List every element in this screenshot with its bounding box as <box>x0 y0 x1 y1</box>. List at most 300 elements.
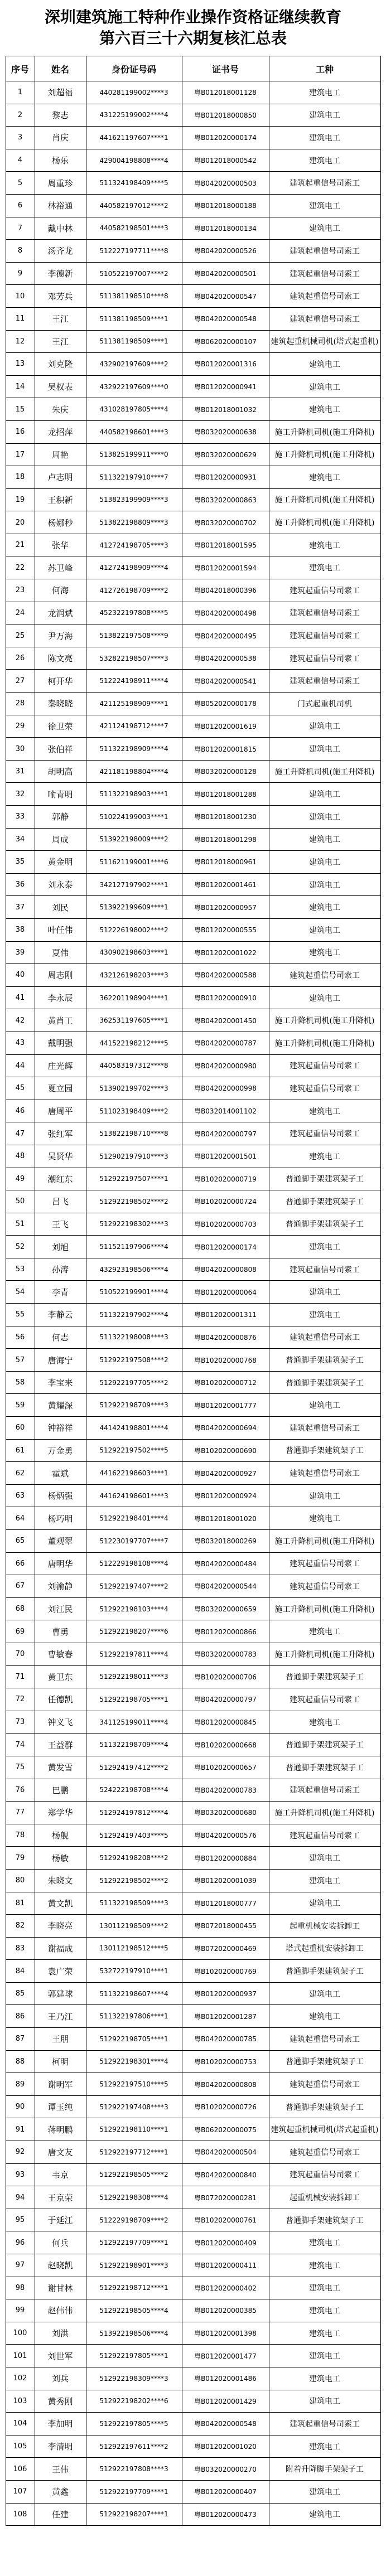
person-name: 李宝来 <box>35 1371 86 1394</box>
table-row <box>6 1824 380 1847</box>
id-number: 513822198809****3 <box>86 511 182 534</box>
certificate-number: 粤B012018001032 <box>182 398 269 421</box>
id-number: 532822198507****3 <box>86 647 182 670</box>
id-number: 511322198909****4 <box>86 738 182 761</box>
row-index: 99 <box>6 2299 35 2322</box>
job-type: 建筑电工 <box>269 783 380 806</box>
row-index: 38 <box>6 918 35 941</box>
person-name: 王伟 <box>35 2458 86 2481</box>
id-number: 511322198709****4 <box>86 1734 182 1756</box>
id-number: 512922197709****1 <box>86 2231 182 2254</box>
job-type: 建筑电工 <box>269 851 380 874</box>
job-type: 建筑电工 <box>269 2231 380 2254</box>
certificate-number: 粤B042020001450 <box>182 1009 269 1032</box>
person-name: 钟裕祥 <box>35 1417 86 1440</box>
job-type: 建筑电工 <box>269 806 380 829</box>
person-name: 夏立园 <box>35 1077 86 1100</box>
row-index: 93 <box>6 2163 35 2186</box>
row-index: 21 <box>6 534 35 556</box>
certificate-number: 粤B102020000753 <box>182 2050 269 2073</box>
row-index: 15 <box>6 398 35 421</box>
job-type: 建筑起重信号司索工 <box>269 1122 380 1145</box>
person-name: 吕飞 <box>35 1190 86 1213</box>
person-name: 何志 <box>35 1326 86 1349</box>
row-index: 75 <box>6 1756 35 1779</box>
person-name: 黄耀深 <box>35 1394 86 1417</box>
id-number: 512922198301****4 <box>86 2050 182 2073</box>
id-number: 512922198011****3 <box>86 1665 182 1688</box>
table-row <box>6 1597 380 1620</box>
id-number: 421124198712****7 <box>86 715 182 738</box>
person-name: 赵伟伟 <box>35 2299 86 2322</box>
table-row <box>6 941 380 964</box>
table-row <box>6 1507 380 1530</box>
certificate-number: 粤B042020000783 <box>182 1779 269 1802</box>
certificate-number: 粤B042020000797 <box>182 1688 269 1711</box>
table-row <box>6 2141 380 2164</box>
row-index: 65 <box>6 1530 35 1553</box>
id-number: 512924197412****2 <box>86 1756 182 1779</box>
row-index: 73 <box>6 1711 35 1734</box>
row-index: 87 <box>6 2028 35 2051</box>
certificate-number: 粤B032014001102 <box>182 1100 269 1122</box>
person-name: 龙招萍 <box>35 420 86 443</box>
person-name: 肖庆 <box>35 127 86 149</box>
id-number: 510224199003****1 <box>86 806 182 829</box>
table-row <box>6 2413 380 2435</box>
id-number: 431225199002****4 <box>86 104 182 127</box>
certificate-number: 粤B032018000269 <box>182 1530 269 1553</box>
row-index: 50 <box>6 1190 35 1213</box>
certificate-number: 粤B102020000712 <box>182 1371 269 1394</box>
id-number: 511322198903****1 <box>86 783 182 806</box>
certificate-number: 粤B012020001619 <box>182 715 269 738</box>
row-index: 40 <box>6 964 35 987</box>
id-number: 511324198409****5 <box>86 172 182 195</box>
job-type: 建筑起重信号司索工 <box>269 1326 380 1349</box>
job-type: 施工升降机司机(施工升降机) <box>269 1009 380 1032</box>
table-row <box>6 1236 380 1258</box>
row-index: 57 <box>6 1349 35 1372</box>
row-index: 18 <box>6 466 35 489</box>
table-row <box>6 2367 380 2390</box>
table-row <box>6 2277 380 2299</box>
person-name: 朱晓文 <box>35 1869 86 1892</box>
job-type: 建筑电工 <box>269 1145 380 1168</box>
job-type: 建筑电工 <box>269 1304 380 1326</box>
certificate-number: 粤B012020001501 <box>182 1145 269 1168</box>
id-number: 512922198401****4 <box>86 1507 182 1530</box>
person-name: 何海 <box>35 579 86 602</box>
id-number: 513922198009****2 <box>86 828 182 851</box>
person-name: 戴明强 <box>35 1032 86 1054</box>
job-type: 施工升降机司机(施工升降机) <box>269 1032 380 1054</box>
person-name: 杨娜秒 <box>35 511 86 534</box>
person-name: 黄肖工 <box>35 1009 86 1032</box>
row-index: 83 <box>6 1937 35 1960</box>
job-type: 建筑电工 <box>269 2345 380 2367</box>
table-row <box>6 602 380 624</box>
row-index: 24 <box>6 602 35 624</box>
row-index: 92 <box>6 2141 35 2164</box>
row-index: 97 <box>6 2254 35 2277</box>
table-row <box>6 2163 380 2186</box>
id-number: 513922199609****1 <box>86 896 182 919</box>
id-number: 510522199901****4 <box>86 1281 182 1304</box>
table-row <box>6 783 380 806</box>
table-row <box>6 1620 380 1643</box>
table-row <box>6 217 380 240</box>
person-name: 何兵 <box>35 2231 86 2254</box>
table-row <box>6 2028 380 2051</box>
certificate-number: 粤B012020001461 <box>182 873 269 896</box>
person-name: 叶任伟 <box>35 918 86 941</box>
row-index: 34 <box>6 828 35 851</box>
certificate-number: 粤B042020000498 <box>182 602 269 624</box>
table-row <box>6 1417 380 1440</box>
id-number: 511322198607****4 <box>86 1982 182 2005</box>
person-name: 李加明 <box>35 2413 86 2435</box>
job-type: 建筑起重信号司索工 <box>269 647 380 670</box>
person-name: 周重珍 <box>35 172 86 195</box>
id-number: 441622198603****1 <box>86 1462 182 1485</box>
certificate-number: 粤B042020000876 <box>182 1326 269 1349</box>
job-type: 建筑起重信号司索工 <box>269 1688 380 1711</box>
id-number: 432126198203****3 <box>86 964 182 987</box>
job-type: 施工升降机司机(施工升降机) <box>269 443 380 466</box>
row-index: 78 <box>6 1824 35 1847</box>
job-type: 施工升降机司机(施工升降机) <box>269 1597 380 1620</box>
row-index: 100 <box>6 2322 35 2345</box>
table-row <box>6 1100 380 1122</box>
row-index: 71 <box>6 1665 35 1688</box>
row-index: 76 <box>6 1779 35 1802</box>
job-type: 建筑电工 <box>269 1982 380 2005</box>
person-name: 卢志明 <box>35 466 86 489</box>
certificate-number: 粤B012020000937 <box>182 1982 269 2005</box>
job-type: 建筑起重信号司索工 <box>269 1779 380 1802</box>
id-number: 441424198801****4 <box>86 1417 182 1440</box>
job-type: 建筑电工 <box>269 81 380 104</box>
id-number: 421125198909****1 <box>86 693 182 715</box>
id-number: 512922198202****6 <box>86 2390 182 2413</box>
row-index: 29 <box>6 715 35 738</box>
row-index: 91 <box>6 2118 35 2141</box>
person-name: 庄光辉 <box>35 1054 86 1077</box>
person-name: 黄秀刚 <box>35 2390 86 2413</box>
certificate-number: 粤B012020001486 <box>182 2367 269 2390</box>
person-name: 杨巧明 <box>35 1507 86 1530</box>
table-row <box>6 1734 380 1756</box>
job-type: 施工升降机司机(施工升降机) <box>269 760 380 783</box>
id-number: 452322197808****5 <box>86 602 182 624</box>
row-index: 5 <box>6 172 35 195</box>
row-index: 90 <box>6 2095 35 2118</box>
person-name: 刘世军 <box>35 2345 86 2367</box>
person-name: 苏卫峰 <box>35 556 86 579</box>
certificate-number: 粤B032020000783 <box>182 1643 269 1665</box>
id-number: 362531197605****1 <box>86 1009 182 1032</box>
person-name: 王江 <box>35 330 86 353</box>
job-type: 普通脚手架建筑架子工 <box>269 1960 380 1983</box>
certificate-number: 粤B042020000840 <box>182 2163 269 2186</box>
table-row <box>6 1665 380 1688</box>
row-index: 9 <box>6 262 35 285</box>
job-type: 建筑电工 <box>269 466 380 489</box>
id-number: 512922198110****1 <box>86 2118 182 2141</box>
person-name: 朱庆 <box>35 398 86 421</box>
id-number: 412724198705****3 <box>86 534 182 556</box>
job-type: 普通脚手架建筑架子工 <box>269 2050 380 2073</box>
certificate-number: 粤B012020000411 <box>182 2254 269 2277</box>
person-name: 李永辰 <box>35 986 86 1009</box>
id-number: 432922197609****0 <box>86 375 182 398</box>
table-row <box>6 1168 380 1190</box>
certificate-number: 粤B042020000927 <box>182 1462 269 1485</box>
id-number: 440582198501****3 <box>86 217 182 240</box>
job-type: 建筑起重信号司索工 <box>269 602 380 624</box>
row-index: 23 <box>6 579 35 602</box>
certificate-number: 粤B012020001815 <box>182 738 269 761</box>
row-index: 53 <box>6 1258 35 1281</box>
row-index: 69 <box>6 1620 35 1643</box>
job-type: 建筑电工 <box>269 986 380 1009</box>
table-row <box>6 1756 380 1779</box>
person-name: 黄文凯 <box>35 1892 86 1915</box>
id-number: 512924198208****2 <box>86 1847 182 1870</box>
row-index: 84 <box>6 1960 35 1983</box>
row-index: 11 <box>6 307 35 330</box>
job-type: 普通脚手架建筑架子工 <box>269 1190 380 1213</box>
table-row <box>6 466 380 489</box>
row-index: 68 <box>6 1597 35 1620</box>
row-index: 81 <box>6 1892 35 1915</box>
table-row <box>6 1688 380 1711</box>
person-name: 董观翠 <box>35 1530 86 1553</box>
certificate-number: 粤B012020001594 <box>182 556 269 579</box>
job-type: 施工升降机司机(施工升降机) <box>269 488 380 511</box>
table-row <box>6 1122 380 1145</box>
row-index: 51 <box>6 1213 35 1236</box>
id-number: 510522197007****2 <box>86 262 182 285</box>
table-row <box>6 1304 380 1326</box>
person-name: 赵晓凯 <box>35 2254 86 2277</box>
table-row <box>6 1258 380 1281</box>
job-type: 起重机械安装拆卸工 <box>269 1915 380 1938</box>
certificate-number: 粤B012020000064 <box>182 1281 269 1304</box>
id-number: 511023198409****2 <box>86 1100 182 1122</box>
person-name: 任德凯 <box>35 1688 86 1711</box>
certificate-number: 粤B012020001316 <box>182 353 269 376</box>
job-type: 施工升降机司机(施工升降机) <box>269 511 380 534</box>
table-row <box>6 194 380 217</box>
id-number: 512922198207****1 <box>86 2503 182 2526</box>
row-index: 25 <box>6 624 35 647</box>
job-type: 施工升降机司机(施工升降机) <box>269 1802 380 1824</box>
table-row <box>6 2435 380 2458</box>
certificate-number: 粤B012018001298 <box>182 828 269 851</box>
certificate-number: 粤B032020000128 <box>182 760 269 783</box>
table-row <box>6 693 380 715</box>
certificate-number: 粤B102020000761 <box>182 2209 269 2231</box>
row-index: 30 <box>6 738 35 761</box>
row-index: 8 <box>6 240 35 263</box>
header-id-number: 身份证号码 <box>86 56 182 81</box>
person-name: 孙涛 <box>35 1258 86 1281</box>
certificate-number: 粤B012020001398 <box>182 2322 269 2345</box>
certificate-number: 粤B042020000548 <box>182 307 269 330</box>
person-name: 刘渝静 <box>35 1575 86 1598</box>
certificate-number: 粤B012018000134 <box>182 217 269 240</box>
person-name: 黄鑫 <box>35 2480 86 2503</box>
table-row <box>6 488 380 511</box>
certificate-number: 粤B042018000396 <box>182 579 269 602</box>
certificate-number: 粤B102020000668 <box>182 1734 269 1756</box>
table-row <box>6 2390 380 2413</box>
table-row <box>6 2186 380 2209</box>
certificate-number: 粤B012018001595 <box>182 534 269 556</box>
id-number: 513823199909****3 <box>86 488 182 511</box>
table-row <box>6 81 380 104</box>
certificate-number: 粤B102020000706 <box>182 1665 269 1688</box>
id-number: 512922198505****4 <box>86 2299 182 2322</box>
table-row <box>6 1054 380 1077</box>
table-row <box>6 307 380 330</box>
certificate-number: 粤B012020001429 <box>182 2390 269 2413</box>
document-title: 深圳建筑施工特种作业操作资格证继续教育 <box>44 8 341 26</box>
certificate-number: 粤B012020000407 <box>182 2480 269 2503</box>
job-type: 普通脚手架建筑架子工 <box>269 1734 380 1756</box>
id-number: 512922197508****2 <box>86 1349 182 1372</box>
person-name: 王乃江 <box>35 2005 86 2028</box>
person-name: 李静云 <box>35 1304 86 1326</box>
job-type: 建筑电工 <box>269 828 380 851</box>
document-subtitle: 第六百三十六期复核汇总表 <box>99 29 287 47</box>
id-number: 513822198710****8 <box>86 1122 182 1145</box>
person-name: 夏伟 <box>35 941 86 964</box>
id-number: 512922197408****3 <box>86 2095 182 2118</box>
row-index: 60 <box>6 1417 35 1440</box>
table-row <box>6 2118 380 2141</box>
person-name: 李晓亮 <box>35 1915 86 1938</box>
person-name: 李德新 <box>35 262 86 285</box>
row-index: 82 <box>6 1915 35 1938</box>
person-name: 潮红东 <box>35 1168 86 1190</box>
job-type: 塔式起重机安装拆卸工 <box>269 1937 380 1960</box>
id-number: 511381198510****8 <box>86 285 182 308</box>
person-name: 刘旭 <box>35 1236 86 1258</box>
row-index: 52 <box>6 1236 35 1258</box>
table-row <box>6 1892 380 1915</box>
id-number: 432902197609****2 <box>86 353 182 376</box>
id-number: 512922197705****2 <box>86 1371 182 1394</box>
table-row <box>6 715 380 738</box>
table-row <box>6 420 380 443</box>
table-row <box>6 330 380 353</box>
row-index: 22 <box>6 556 35 579</box>
person-name: 黄发雪 <box>35 1756 86 1779</box>
certificate-number: 粤B072020000469 <box>182 1937 269 1960</box>
row-index: 27 <box>6 670 35 693</box>
row-index: 64 <box>6 1507 35 1530</box>
job-type: 建筑电工 <box>269 873 380 896</box>
certificate-number: 粤B012018001288 <box>182 783 269 806</box>
id-number: 512922198709****3 <box>86 1394 182 1417</box>
certificate-number: 粤B042020000544 <box>182 1575 269 1598</box>
id-number: 512229198709****2 <box>86 2209 182 2231</box>
id-number: 431028197805****4 <box>86 398 182 421</box>
row-index: 10 <box>6 285 35 308</box>
row-index: 105 <box>6 2435 35 2458</box>
certificate-number: 粤B102020000719 <box>182 1168 269 1190</box>
table-row <box>6 2322 380 2345</box>
row-index: 80 <box>6 1869 35 1892</box>
job-type: 建筑起重信号司索工 <box>269 1258 380 1281</box>
person-name: 韦京 <box>35 2163 86 2186</box>
table-row <box>6 1779 380 1802</box>
person-name: 蒋明鹏 <box>35 2118 86 2141</box>
table-row <box>6 240 380 263</box>
certificate-number: 粤B012020000957 <box>182 896 269 919</box>
table-row <box>6 1643 380 1665</box>
certificate-number: 粤B012018000961 <box>182 851 269 874</box>
person-name: 汤齐龙 <box>35 240 86 263</box>
id-number: 512924197403****5 <box>86 1824 182 1847</box>
job-type: 普通脚手架建筑架子工 <box>269 1756 380 1779</box>
person-name: 曹敏春 <box>35 1643 86 1665</box>
certificate-number: 粤B012020000866 <box>182 1620 269 1643</box>
certificate-number: 粤B042020000548 <box>182 2413 269 2435</box>
id-number: 512922198705****1 <box>86 1688 182 1711</box>
table-row <box>6 2480 380 2503</box>
id-number: 512902197910****3 <box>86 1145 182 1168</box>
row-index: 72 <box>6 1688 35 1711</box>
id-number: 512922197507****1 <box>86 1168 182 1190</box>
row-index: 13 <box>6 353 35 376</box>
row-index: 89 <box>6 2073 35 2096</box>
id-number: 511322198008****3 <box>86 1326 182 1349</box>
table-row <box>6 2050 380 2073</box>
id-number: 412726198709****2 <box>86 579 182 602</box>
row-index: 107 <box>6 2480 35 2503</box>
job-type: 普通脚手架建筑架子工 <box>269 1213 380 1236</box>
table-row <box>6 851 380 874</box>
person-name: 秦晓晓 <box>35 693 86 715</box>
person-name: 尹万海 <box>35 624 86 647</box>
header-job-type: 工种 <box>269 56 380 81</box>
certificate-number: 粤B042020000501 <box>182 262 269 285</box>
certificate-number: 粤B012018000777 <box>182 1892 269 1915</box>
row-index: 20 <box>6 511 35 534</box>
job-type: 建筑起重信号司索工 <box>269 2413 380 2435</box>
table-row <box>6 1349 380 1372</box>
person-name: 黄卫东 <box>35 1665 86 1688</box>
table-row <box>6 1281 380 1304</box>
certificate-number: 粤B012018001230 <box>182 806 269 829</box>
person-name: 杨炳强 <box>35 1484 86 1507</box>
id-number: 512922197805****1 <box>86 2345 182 2367</box>
header-name: 姓名 <box>35 56 86 81</box>
row-index: 43 <box>6 1032 35 1054</box>
person-name: 唐海宁 <box>35 1349 86 1372</box>
row-index: 101 <box>6 2345 35 2367</box>
row-index: 3 <box>6 127 35 149</box>
certificate-number: 粤B042020000504 <box>182 2141 269 2164</box>
row-index: 98 <box>6 2277 35 2299</box>
id-number: 130112198509****2 <box>86 1915 182 1938</box>
job-type: 建筑起重信号司索工 <box>269 2073 380 2096</box>
job-type: 建筑电工 <box>269 738 380 761</box>
